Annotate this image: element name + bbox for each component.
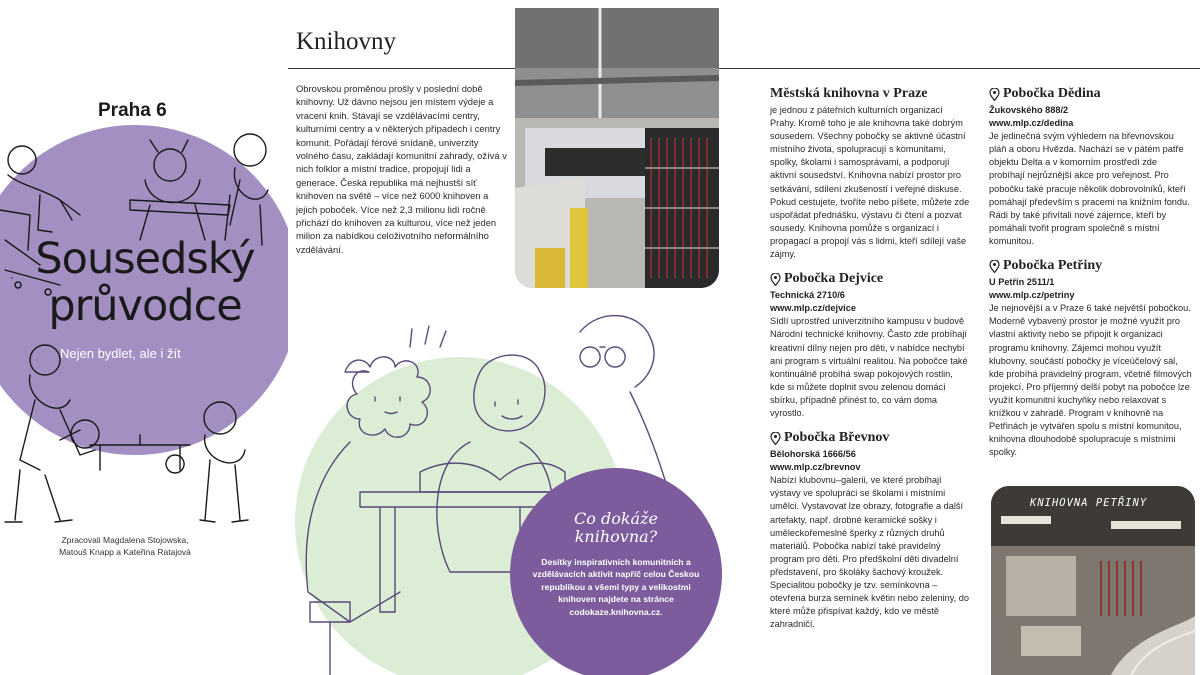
callout-heading-line-2: knihovna? (574, 527, 658, 546)
section-url[interactable]: www.mlp.cz/brevnov (770, 462, 861, 473)
column-left (770, 86, 970, 641)
library-interior-drawing (515, 8, 719, 288)
section-address: U Petřin 2511/1 (989, 277, 1055, 288)
section-url[interactable]: www.mlp.cz/petriny (989, 290, 1075, 301)
column-right (989, 86, 1193, 469)
section-title (770, 430, 970, 446)
cover-credits-line-2: Matouš Knapp a Kateřina Ratajová (59, 547, 191, 557)
callout-body: Desítky inspirativních komunitních a vzdělávacích aktivit napříč celou Českou republikou a všemi typy a velikostmi knihoven najdete na stránce codokaze.knihovna.cz. (532, 557, 700, 617)
callout-heading (550, 510, 682, 546)
section-address: Bělohorská 1666/56 (770, 449, 856, 460)
section-title-text: Pobočka Dejvice (784, 271, 884, 287)
section-url[interactable]: www.mlp.cz/dedina (989, 118, 1074, 129)
cover-district: Praha 6 (98, 100, 167, 121)
cover-subtitle: Nejen bydlet, ale i žít (60, 346, 181, 361)
section-title (770, 271, 970, 287)
page-title: Knihovny (296, 28, 396, 55)
section-title-text: Pobočka Dědina (1003, 86, 1101, 101)
library-interior-photo (515, 8, 719, 288)
map-pin-icon (989, 260, 1000, 273)
section-pobocka-dedina (989, 86, 1193, 248)
petriny-library-photo (991, 486, 1195, 675)
section-title (989, 258, 1193, 274)
section-title-text: Pobočka Petřiny (1003, 258, 1103, 274)
cover-title-line-1: Sousedský (35, 234, 255, 284)
section-title-text: Pobočka Břevnov (784, 430, 890, 446)
section-body: je jednou z páteřních kulturních organizací Prahy. Kromě toho je ale knihovna také dobrým sousedem. Všechny pobočky se aktivně účastní místního života, spolupracují s komunitami, spolky, školami i samosprávami, a podporují aktivní sousedství. Knihovna nabízí prostor pro setkávání, sdílení zkušeností i veřejné diskuse. Pokud cestujete, tvoříte nebo píšete, můžete zde uspořádat přednášku, výstavu či čtení a pozvat sousedy. Knihovna pomůže s organizací i propagací a propojí vás s lidmi, kteří sdílejí vaše zájmy. (770, 105, 970, 260)
section-pobocka-dejvice (770, 271, 970, 420)
petriny-interior-drawing (991, 486, 1195, 675)
section-title (770, 86, 970, 102)
section-body: Je nejnovější a v Praze 6 také největší pobočkou. Moderně vybavený prostor je možné využít pro vlastní aktivity nebo se připojit k organizaci programu knihovny. Zájemci mohou využít klubovny, součástí pobočky je víceúčelový sál, kde probíhá pravidelný program, včetně filmových projekcí. Pro příjemný delší pobyt na pobočce lze využít komunitní kuchyňky nebo relaxovat s knížkou v zahradě. Program v knihovně na Petřinách je vytvářen spolu s místní komunitou, knihovna dlouhodobě spolupracuje s místními spolky. (989, 303, 1192, 458)
section-address: Technická 2710/6 (770, 290, 845, 301)
intro-paragraph: Obrovskou proměnou prošly v poslední době knihovny. Už dávno nejsou jen místem výdeje a vracení knih. Stávají se vzdělávacími centry, kulturními centry a v některých případech i centry komunit. Pořádají férové snídaně, univerzity volného času, zakládají komunitní zahrady, ožívá v nich folklor a místní tradice, propojují lidi a generace. Česká republika má nejhustší síť knihoven na světě – více než 6000 knihoven a jejich poboček. Více než 2,3 milionu lidí ročně přichází do knihoven za kulturou, více než jeden milion za nabídkou celoživotního neformálního vzdělávání. (296, 83, 507, 255)
section-url[interactable]: www.mlp.cz/dejvice (770, 303, 856, 314)
header-rule (288, 68, 1200, 69)
photo-caption: KNIHOVNA PETŘINY (1030, 497, 1148, 509)
section-title-text: Městská knihovna v Praze (770, 86, 928, 101)
map-pin-icon (989, 88, 1000, 101)
cover-credits-line-1: Zpracovali Magdalena Stojowska, (61, 535, 189, 545)
section-address: Žukovského 888/2 (989, 105, 1069, 115)
callout-heading-line-1: Co dokáže (574, 509, 658, 528)
section-body: Nabízí klubovnu–galerii, ve které probíhají výstavy ve spolupráci se školami i místními umělci. Vystavovat lze obrazy, fotografie a další artefakty, např. drobné keramické sošky i uměleckořemeslné šperky z různých druhů materiálů. Pobočka nabízí také pravidelný program pro děti. Pro předškolní děti divadelní představení, pro školáky šachový kroužek. Specialitou pobočky je tzv. semínkovna – otevřená burza semínek květin nebo zeleniny, do které může přispívat každý, kdo ve městě zahradničí. (770, 475, 970, 630)
cover-title (2, 236, 288, 330)
map-pin-icon (770, 432, 781, 445)
section-body: Je jedinečná svým výhledem na břevnovskou pláň a oboru Hvězda. Nachází se v pátém patře objektu Delta a v komorním prostředí zde probíhají nejrůznější akce pro veřejnost. Pro pobočku také pracuje několik dobrovolníků, kteří pomáhají především s pracemi na knižním fondu. Rádi by také přivítali nové zájemce, kteří by pomáhali tvořit program společně s místní komunitou. (989, 131, 1190, 246)
section-pobocka-brevnov (770, 430, 970, 631)
map-pin-icon (770, 273, 781, 286)
section-mestska-knihovna (770, 86, 970, 261)
section-title (989, 86, 1193, 102)
section-body: Sídlí uprostřed univerzitního kampusu v budově Národní technické knihovny. Často zde probíhají kreativní dílny nejen pro děti, v nabídce nechybí ani program s virtuální realitou. Na pobočce také kontinuálně probíhá swap pokojových rostlin, kde si můžete doplnit svou zelenou domácí sbírku, případně přinést to, co vám doma vyrostlo. (770, 316, 968, 418)
cover-credits (30, 534, 220, 558)
section-pobocka-petriny (989, 258, 1193, 459)
cover-page (0, 0, 288, 675)
callout-circle (510, 468, 722, 675)
cover-title-line-2: průvodce (48, 281, 242, 331)
